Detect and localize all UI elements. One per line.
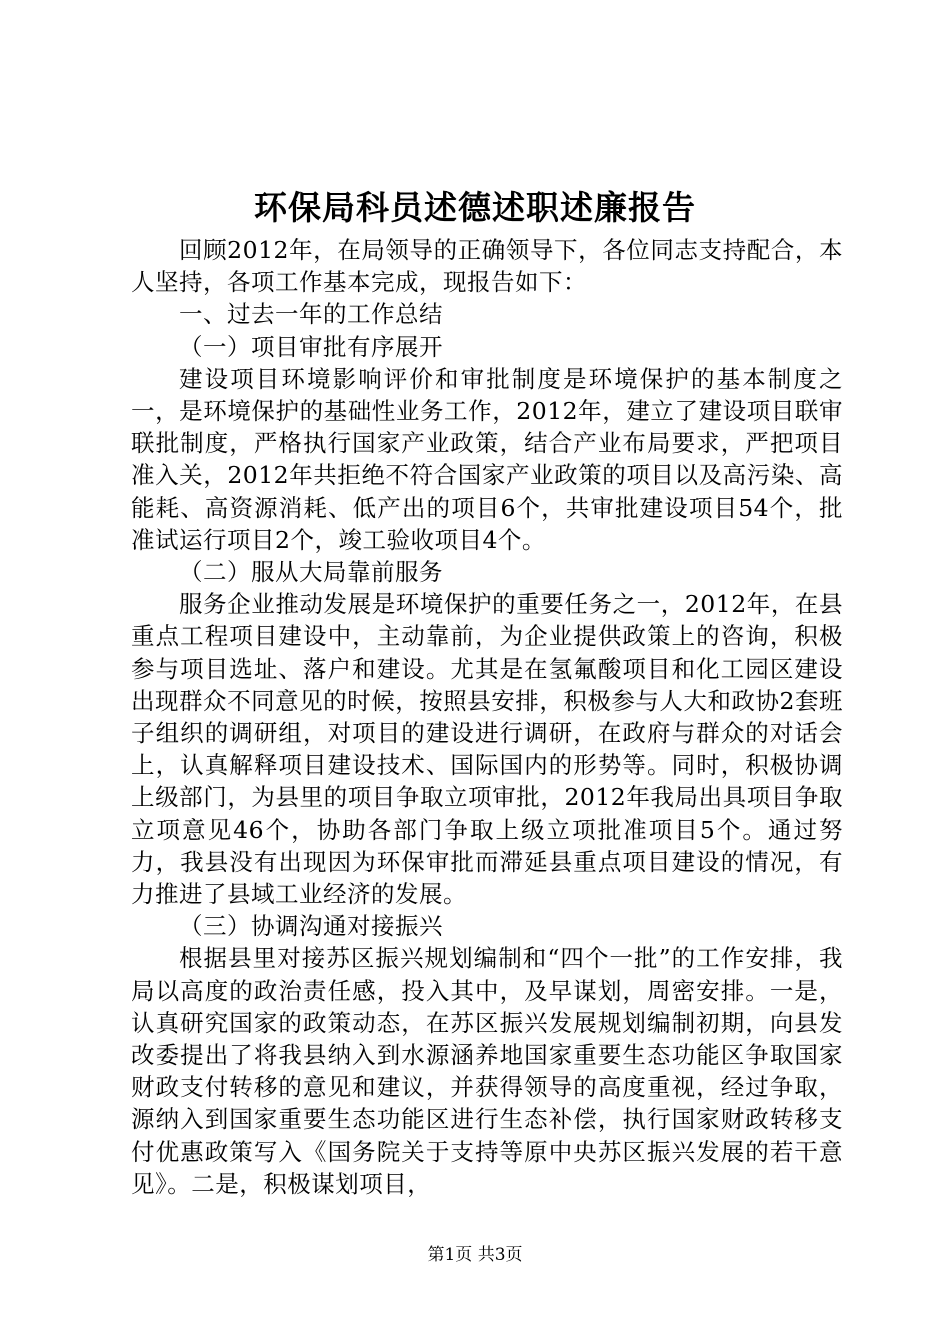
subsection-heading-1: （一）项目审批有序展开 bbox=[179, 332, 443, 361]
document-body bbox=[131, 234, 843, 1200]
paragraph-coordination: 根据县里对接苏区振兴规划编制和“四个一批”的工作安排，我局以高度的政治责任感，投入其中，及早谋划，周密安排。一是，认真研究国家的政策动态，在苏区振兴发展规划编制初期，向县发改委提出了将我县纳入到水源涵养地国家重要生态功能区争取国家财政支付转移的意见和建议，并获得领导的高度重视，经过争取，源纳入到国家重要生态功能区进行生态补偿，执行国家财政转移支付优惠政策写入《国务院关于支持等原中央苏区振兴发展的若干意见》。二是，积极谋划项目， bbox=[131, 944, 843, 1198]
document-title: 环保局科员述德述职述廉报告 bbox=[254, 188, 696, 227]
page-footer: 第1页 共3页 bbox=[427, 1245, 523, 1265]
subsection-heading-3: （三）协调沟通对接振兴 bbox=[179, 912, 443, 941]
section-heading-1: 一、过去一年的工作总结 bbox=[179, 300, 443, 329]
paragraph-project-approval: 建设项目环境影响评价和审批制度是环境保护的基本制度之一，是环境保护的基础性业务工作，2012年，建立了建设项目联审联批制度，严格执行国家产业政策，结合产业布局要求，严把项目准入关，2012年共拒绝不符合国家产业政策的项目以及高污染、高能耗、高资源消耗、低产出的项目6个，共审批建设项目54个，批准试运行项目2个，竣工验收项目4个。 bbox=[131, 364, 843, 554]
paragraph-intro: 回顾2012年，在局领导的正确领导下，各位同志支持配合，本人坚持，各项工作基本完成，现报告如下： bbox=[131, 236, 843, 297]
subsection-heading-2: （二）服从大局靠前服务 bbox=[179, 558, 443, 587]
paragraph-service: 服务企业推动发展是环境保护的重要任务之一，2012年，在县重点工程项目建设中，主动靠前，为企业提供政策上的咨询，积极参与项目选址、落户和建设。尤其是在氢氟酸项目和化工园区建设出现群众不同意见的时候，按照县安排，积极参与人大和政协2套班子组织的调研组，对项目的建设进行调研，在政府与群众的对话会上，认真解释项目建设技术、国际国内的形势等。同时，积极协调上级部门，为县里的项目争取立项审批，2012年我局出具项目争取立项意见46个，协助各部门争取上级立项批准项目5个。通过努力，我县没有出现因为环保审批而滞延县重点项目建设的情况，有力推进了县域工业经济的发展。 bbox=[131, 590, 843, 909]
